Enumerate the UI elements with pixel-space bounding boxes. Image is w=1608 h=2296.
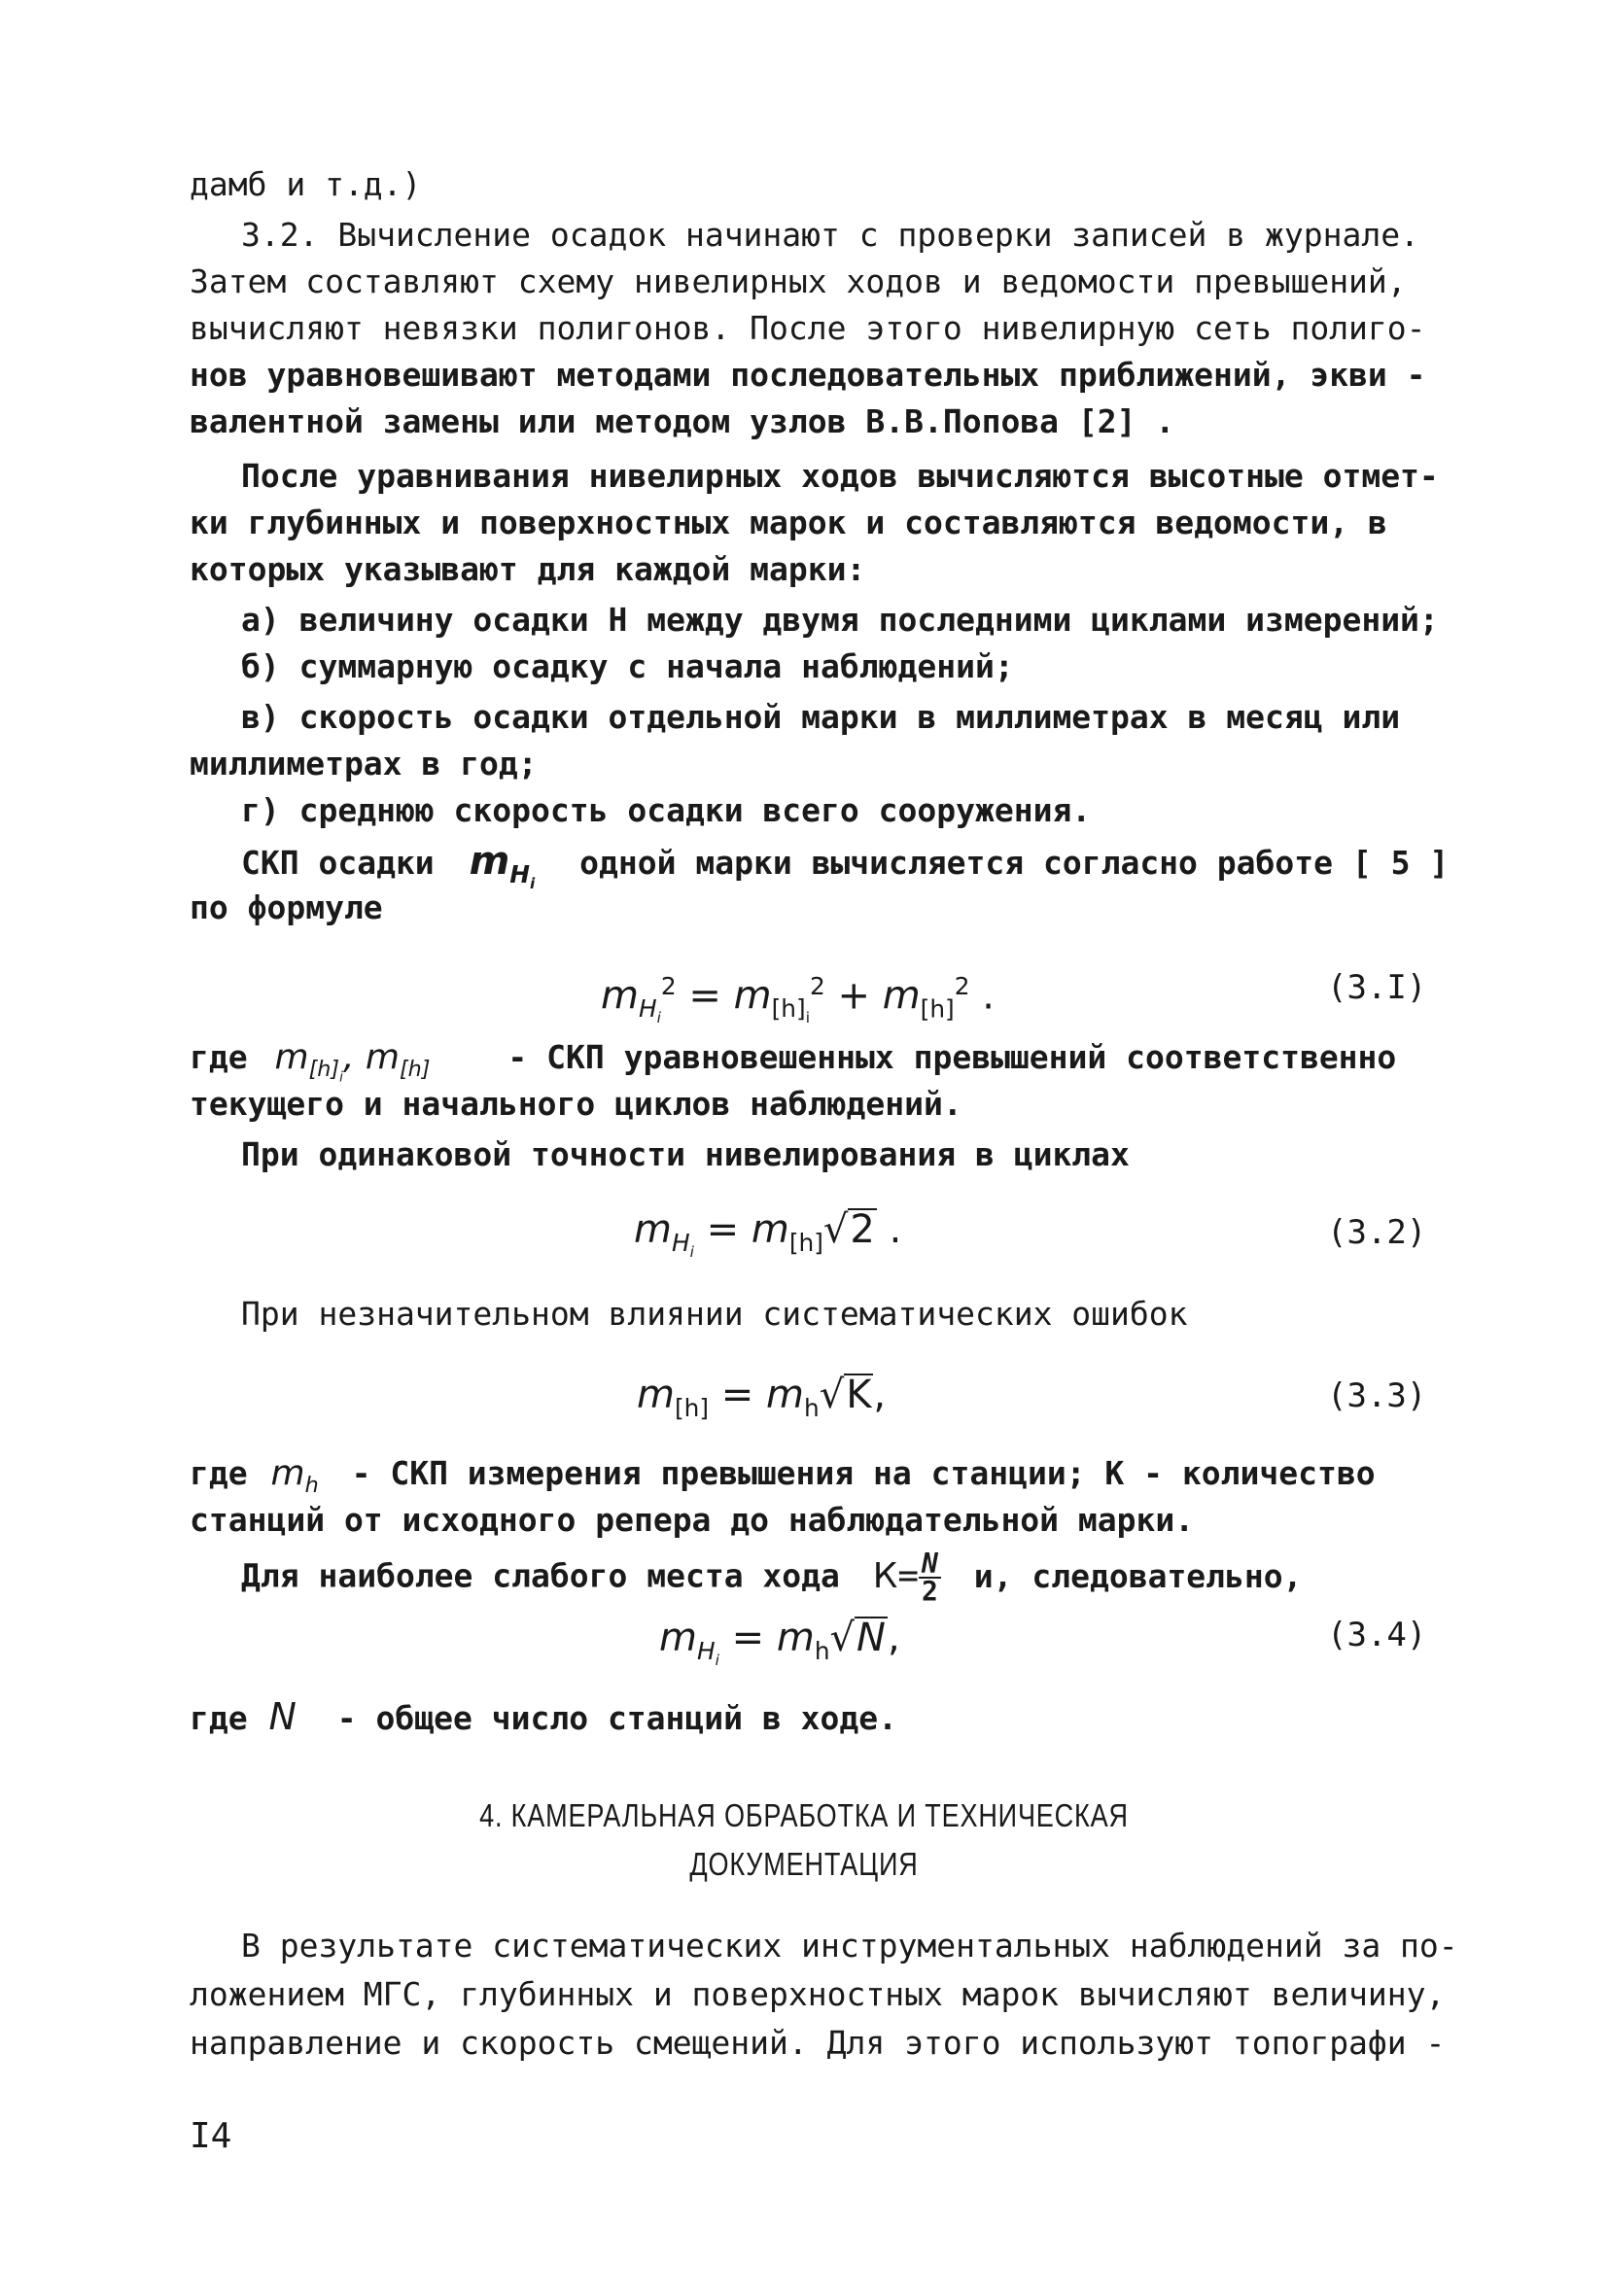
text-line: станций от исходного репера до наблюдательной марки. [190, 1501, 1195, 1539]
text-line: которых указывают для каждой марки: [190, 550, 866, 588]
equation-3-2: $m_{H_i} = m_{[h]}√2$ . [634, 1207, 902, 1261]
fraction-n-over-2: $\frac{N}{2}$ [919, 1551, 941, 1604]
text-line: После уравнивания нивелирных ходов вычисляются высотные отмет- [241, 457, 1439, 495]
weakest-line: Для наиболее слабого места хода К= $\frac{N}{2}$ и, следовательно, [241, 1548, 1303, 1607]
list-item-g: г) среднюю скорость осадки всего сооружения. [241, 791, 1092, 829]
text-line: вычисляют невязки полигонов. После этого нивелирную сеть полиго- [190, 309, 1426, 347]
skp-line [241, 840, 1449, 905]
text-line: Затем составляют схему нивелирных ходов и ведомости превышений, [190, 262, 1407, 300]
text-line: дамб и т.д.) [190, 165, 422, 203]
text-line: При одинаковой точности нивелирования в циклах [241, 1135, 1130, 1173]
symbol-n: N [268, 1695, 297, 1738]
where-line [190, 1695, 897, 1740]
text-line: В результате систематических инструментальных наблюдений за по- [241, 1927, 1458, 1965]
text-line: нов уравновешивают методами последовательных приближений, экви - [190, 356, 1426, 394]
text-line: 3.2. Вычисление осадок начинают с проверки записей в журнале. [241, 216, 1419, 254]
where-prefix: где [190, 1699, 248, 1737]
section-heading: 4. КАМЕРАЛЬНАЯ ОБРАБОТКА И ТЕХНИЧЕСКАЯ [479, 1797, 1129, 1833]
text-line: направление и скорость смещений. Для этого используют топографи - [190, 2024, 1446, 2062]
list-item-b: б) суммарную осадку с начала наблюдений; [241, 647, 1014, 685]
list-item-v: в) скорость осадки отдельной марки в миллиметрах в месяц или [241, 698, 1401, 736]
symbol-k: К [872, 1555, 898, 1596]
equation-3-4: $m_{H_i} = m_h√N$, [659, 1616, 900, 1669]
equation-3-3: $m_{[h]} = m_h√K$, [637, 1373, 887, 1422]
equation-number: (3.4) [1327, 1616, 1427, 1654]
symbol-m-hi: $m_{H_i}$ [469, 839, 536, 892]
list-item-a: а) величину осадки Н между двумя последними циклами измерений; [241, 601, 1439, 639]
section-heading-cont: ДОКУМЕНТАЦИЯ [689, 1846, 919, 1882]
equation-number: (3.2) [1327, 1213, 1427, 1252]
text-line: текущего и начального циклов наблюдений. [190, 1085, 962, 1123]
where-suffix: - СКП уравновешенных превышений соответственно [507, 1038, 1397, 1076]
list-item-v-cont: миллиметрах в год; [190, 745, 538, 783]
weakest-suffix: и, следовательно, [973, 1556, 1303, 1595]
skp-suffix: одной марки вычисляется согласно работе [ 5 ] [579, 844, 1450, 882]
text-line: по формуле [190, 888, 383, 926]
equation-number: (3.I) [1327, 968, 1427, 1007]
weakest-prefix: Для наиболее слабого места хода [241, 1556, 840, 1595]
text-line: валентной замены или методом узлов В.В.Попова [2] . [190, 402, 1175, 440]
where-suffix: - СКП измерения превышения на станции; К - количество [351, 1454, 1376, 1492]
page-number: I4 [190, 2116, 232, 2156]
where-prefix: где [190, 1038, 248, 1076]
where-prefix: где [190, 1454, 248, 1492]
skp-prefix: СКП осадки [241, 844, 435, 882]
symbol-m-h: $m_h$ [270, 1453, 319, 1499]
text-line: ки глубинных и поверхностных марок и составляются ведомости, в [190, 504, 1387, 541]
where-suffix: - общее число станций в ходе. [336, 1699, 897, 1737]
text-line: При незначительном влиянии систематических ошибок [241, 1295, 1188, 1333]
equation-number: (3.3) [1327, 1376, 1427, 1415]
equation-3-1: $m_{H_i}^2 = m_{[h]_i}^2 + m_{[h]}^2$ . [601, 972, 995, 1027]
symbol-m-h-pair: $m_{[h]_i}$, $m_{[h]}$ [274, 1037, 431, 1086]
text-line: ложением МГС, глубинных и поверхностных марок вычисляют величину, [190, 1975, 1446, 2013]
